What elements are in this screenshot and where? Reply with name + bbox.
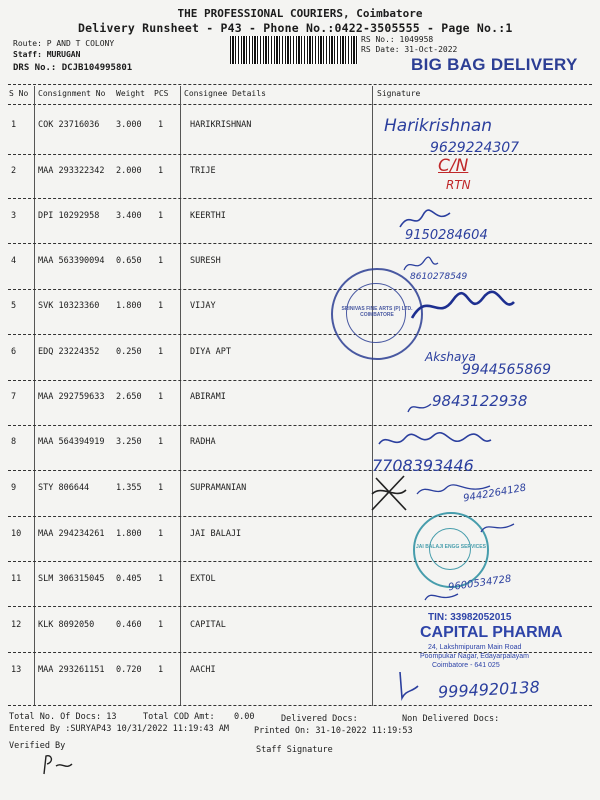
row-consignee: HARIKRISHNAN — [190, 120, 252, 130]
handwritten-phone: 9442264128 — [462, 482, 528, 505]
signature-mark — [366, 470, 411, 518]
signature-mark — [405, 398, 435, 418]
row-pcs: 1 — [158, 120, 164, 130]
row-sno: 11 — [11, 574, 22, 584]
row-consignee: DIYA APT — [190, 347, 231, 357]
signature-mark — [478, 518, 518, 538]
row-weight: 3.400 — [116, 211, 142, 221]
capital-tin: TIN: 33982052015 — [428, 612, 512, 623]
row-rule — [8, 470, 592, 471]
row-weight: 3.000 — [116, 120, 142, 130]
row-consignee: ABIRAMI — [190, 392, 226, 402]
row-consignment: MAA 292759633 — [38, 392, 105, 402]
capital-address-2: Poompukar Nagar, Edayarpalayam — [420, 653, 529, 660]
handwritten-rtn: RTN — [446, 178, 471, 192]
drs-number: DRS No.: DCJB104995801 — [13, 63, 133, 73]
row-sno: 8 — [11, 437, 17, 447]
balaji-stamp-text: JAI BALAJI ENGG SERVICES — [416, 544, 486, 550]
rule-header — [8, 104, 592, 105]
rs-date: RS Date: 31-Oct-2022 — [361, 45, 458, 54]
handwritten-phone: 9150284604 — [405, 228, 488, 243]
row-weight: 1.800 — [116, 301, 142, 311]
col-weight: Weight — [116, 89, 145, 98]
row-consignment: SLM 306315045 — [38, 574, 105, 584]
row-rule — [8, 516, 592, 517]
row-consignee: SURESH — [190, 256, 221, 266]
row-weight: 2.650 — [116, 392, 142, 402]
verifier-signature — [38, 752, 78, 778]
total-docs: Total No. Of Docs: 13 — [9, 712, 117, 722]
handwritten-phone: 9944565869 — [462, 362, 552, 378]
row-rule — [8, 334, 592, 335]
company-title: THE PROFESSIONAL COURIERS, Coimbatore — [177, 7, 423, 20]
row-sno: 13 — [11, 665, 22, 675]
capital-name: CAPITAL PHARMA — [420, 624, 563, 641]
row-consignment: MAA 293261151 — [38, 665, 105, 675]
row-sno: 9 — [11, 483, 17, 493]
row-sno: 4 — [11, 256, 17, 266]
row-weight: 0.405 — [116, 574, 142, 584]
row-sno: 10 — [11, 529, 22, 539]
signature-mark — [392, 668, 422, 704]
verified-by: Verified By — [9, 741, 66, 751]
row-consignee: EXTOL — [190, 574, 216, 584]
row-consignment: MAA 564394919 — [38, 437, 105, 447]
row-sno: 3 — [11, 211, 17, 221]
row-consignee: SUPRAMANIAN — [190, 483, 247, 493]
signature-mark — [375, 428, 495, 454]
route-label: Route: P AND T COLONY — [13, 39, 115, 48]
row-pcs: 1 — [158, 529, 164, 539]
row-rule — [8, 198, 592, 199]
row-weight: 0.650 — [116, 256, 142, 266]
row-weight: 2.000 — [116, 166, 142, 176]
capital-address-3: Coimbatore - 641 025 — [432, 662, 500, 669]
row-consignment: MAA 294234261 — [38, 529, 105, 539]
row-rule — [8, 705, 592, 706]
row-consignment: EDQ 23224352 — [38, 347, 100, 357]
handwritten-phone: 9843122938 — [432, 392, 528, 410]
row-rule — [8, 561, 592, 562]
staff-signature-label: Staff Signature — [256, 745, 333, 755]
row-pcs: 1 — [158, 620, 164, 630]
row-pcs: 1 — [158, 392, 164, 402]
row-weight: 0.250 — [116, 347, 142, 357]
row-weight: 3.250 — [116, 437, 142, 447]
handwritten-name: Harikrishnan — [384, 116, 493, 136]
row-consignee: RADHA — [190, 437, 216, 447]
rule-top — [8, 84, 592, 85]
col-divider — [180, 86, 181, 706]
row-consignment: SVK 10323360 — [38, 301, 100, 311]
row-sno: 12 — [11, 620, 22, 630]
row-weight: 0.460 — [116, 620, 142, 630]
capital-address-1: 24, Lakshmipuram Main Road — [428, 644, 522, 651]
delivered-docs: Delivered Docs: — [281, 714, 358, 724]
signature-mark — [408, 288, 518, 328]
row-consignment: KLK 8092050 — [38, 620, 95, 630]
row-weight: 1.355 — [116, 483, 142, 493]
row-consignee: JAI BALAJI — [190, 529, 242, 539]
total-cod-value: 0.00 — [234, 712, 255, 722]
row-consignee: AACHI — [190, 665, 216, 675]
handwritten-phone: 8610278549 — [410, 272, 468, 282]
staff-label: Staff: MURUGAN — [13, 50, 81, 59]
row-rule — [8, 606, 592, 607]
col-divider — [34, 86, 35, 706]
row-consignment: COK 23716036 — [38, 120, 100, 130]
handwritten-phone: 7708393446 — [372, 456, 474, 475]
entered-by: Entered By :SURYAP43 10/31/2022 11:19:43 AM — [9, 724, 230, 734]
row-pcs: 1 — [158, 574, 164, 584]
row-sno: 2 — [11, 166, 17, 176]
row-sno: 6 — [11, 347, 17, 357]
round-stamp-text: SRINIVAS FINE ARTS (P) LTD. COIMBATORE — [341, 306, 413, 318]
row-consignment: DPI 10292958 — [38, 211, 100, 221]
row-weight: 1.800 — [116, 529, 142, 539]
printed-on: Printed On: 31-10-2022 11:19:53 — [254, 726, 413, 736]
row-rule — [8, 425, 592, 426]
row-consignee: TRIJE — [190, 166, 216, 176]
handwritten-phone: 9600534728 — [447, 573, 513, 594]
row-consignee: CAPITAL — [190, 620, 226, 630]
col-consignee: Consignee Details — [184, 89, 266, 98]
row-consignee: KEERTHI — [190, 211, 226, 221]
barcode — [230, 36, 358, 64]
col-pcs: PCS — [154, 89, 169, 98]
non-delivered-docs: Non Delivered Docs: — [402, 714, 500, 724]
handwritten-phone: 9629224307 — [430, 140, 520, 156]
row-pcs: 1 — [158, 256, 164, 266]
handwritten-phone: 9994920138 — [437, 677, 541, 702]
handwritten-cn: C/N — [438, 156, 469, 176]
handwritten-name: Akshaya — [425, 350, 476, 364]
row-pcs: 1 — [158, 437, 164, 447]
col-signature: Signature — [377, 89, 421, 98]
row-pcs: 1 — [158, 665, 164, 675]
row-pcs: 1 — [158, 483, 164, 493]
rs-number: RS No.: 1049958 — [361, 35, 434, 44]
row-consignment: STY 806644 — [38, 483, 90, 493]
row-rule — [8, 380, 592, 381]
row-sno: 7 — [11, 392, 17, 402]
col-sno: S No — [9, 89, 29, 98]
row-sno: 5 — [11, 301, 17, 311]
row-pcs: 1 — [158, 347, 164, 357]
total-cod-label: Total COD Amt: — [143, 712, 215, 722]
row-pcs: 1 — [158, 166, 164, 176]
row-consignment: MAA 293322342 — [38, 166, 105, 176]
row-pcs: 1 — [158, 301, 164, 311]
row-consignee: VIJAY — [190, 301, 216, 311]
row-weight: 0.720 — [116, 665, 142, 675]
col-divider — [372, 86, 373, 706]
row-consignment: MAA 563390094 — [38, 256, 105, 266]
col-consignment: Consignment No — [38, 89, 106, 98]
row-pcs: 1 — [158, 211, 164, 221]
row-sno: 1 — [11, 120, 17, 130]
runsheet-title: Delivery Runsheet - P43 - Phone No.:0422-3505555 - Page No.:1 — [78, 21, 513, 35]
row-rule — [8, 243, 592, 244]
big-bag-delivery-stamp: BIG BAG DELIVERY — [411, 55, 578, 74]
